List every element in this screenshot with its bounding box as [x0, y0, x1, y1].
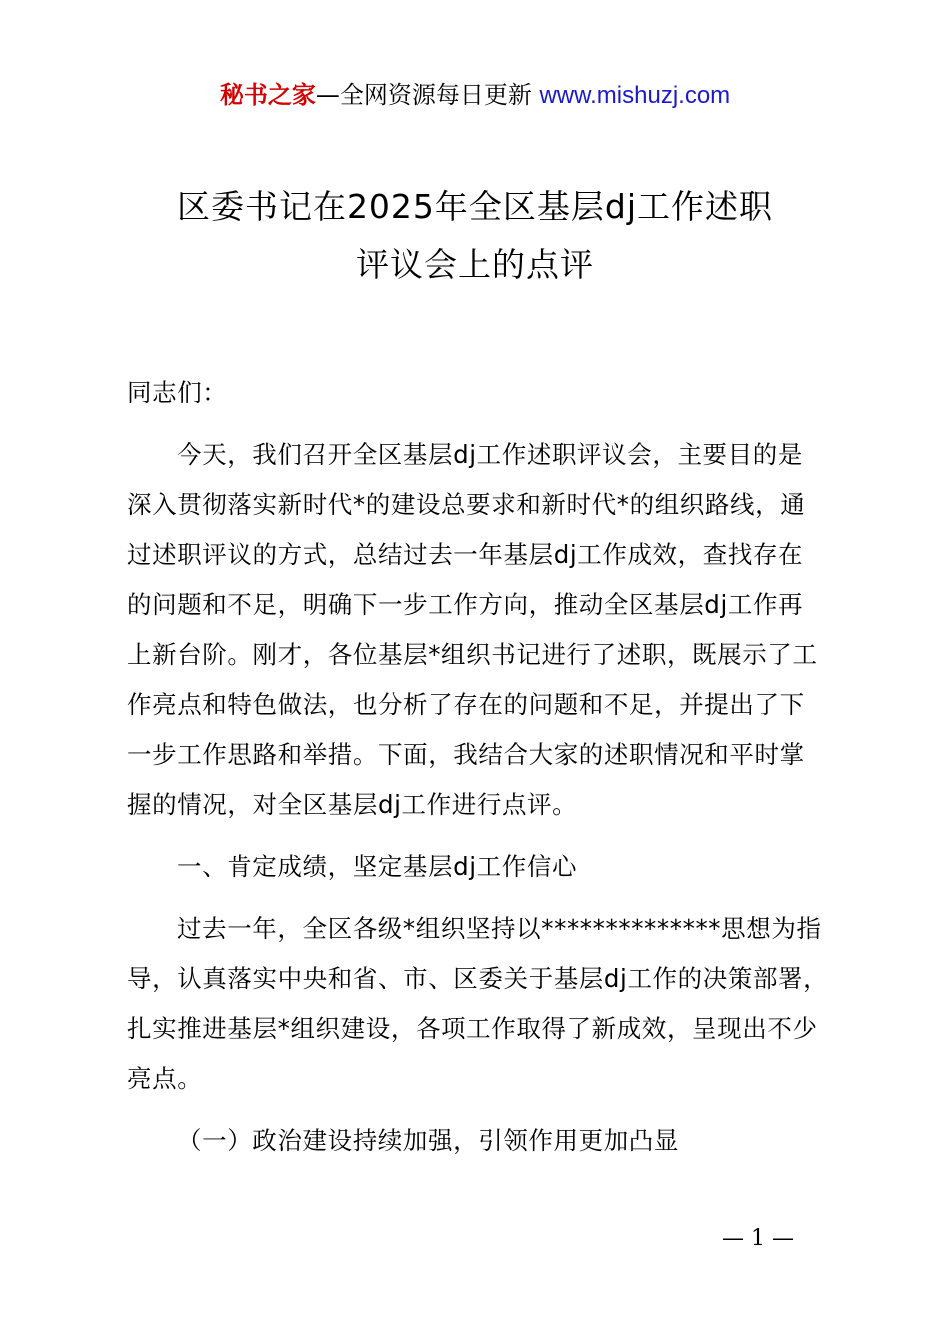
paragraph-line: 的问题和不足，明确下一步工作方向，推动全区基层dj工作再 — [127, 590, 804, 619]
paragraph-line: 作亮点和特色做法，也分析了存在的问题和不足，并提出了下 — [127, 690, 805, 719]
paragraph-line: 上新台阶。刚才，各位基层*组织书记进行了述职，既展示了工 — [127, 640, 818, 669]
paragraph-line: 一步工作思路和举措。下面，我结合大家的述职情况和平时掌 — [127, 740, 805, 769]
subsection-heading-1 — [127, 1116, 835, 1166]
paragraph-line: 扎实推进基层*组织建设，各项工作取得了新成效，呈现出不少 — [127, 1014, 818, 1043]
title-line-2: 评议会上的点评 — [356, 245, 594, 284]
site-url-link[interactable]: www.mishuzj.com — [539, 82, 731, 109]
section-heading-1 — [127, 842, 835, 892]
site-name: 秘书之家 — [219, 81, 316, 109]
paragraph-introduction — [127, 430, 835, 830]
paragraph-line: 过去一年，全区各级*组织坚持以**************思想为指 — [177, 914, 822, 943]
paragraph-achievements — [127, 904, 835, 1104]
paragraph-line: 握的情况，对全区基层dj工作进行点评。 — [127, 790, 578, 819]
paragraph-line: 过述职评议的方式，总结过去一年基层dj工作成效，查找存在 — [127, 540, 804, 569]
site-header — [0, 78, 950, 113]
page-number: — 1 — — [722, 1226, 794, 1251]
title-line-1: 区委书记在2025年全区基层dj工作述职 — [176, 187, 774, 226]
document-title — [0, 178, 950, 294]
paragraph-line: 深入贯彻落实新时代*的建设总要求和新时代*的组织路线，通 — [127, 490, 806, 519]
paragraph-line: 导，认真落实中央和省、市、区委关于基层dj工作的决策部署， — [127, 964, 829, 993]
subsection-heading-text: （一）政治建设持续加强，引领作用更加凸显 — [177, 1126, 679, 1155]
paragraph-line: 亮点。 — [127, 1064, 203, 1093]
site-tagline: —全网资源每日更新 — [315, 81, 540, 109]
section-heading-text: 一、肯定成绩，坚定基层dj工作信心 — [177, 852, 578, 881]
paragraph-line: 今天，我们召开全区基层dj工作述职评议会，主要目的是 — [177, 440, 803, 469]
greeting: 同志们： — [127, 378, 228, 407]
